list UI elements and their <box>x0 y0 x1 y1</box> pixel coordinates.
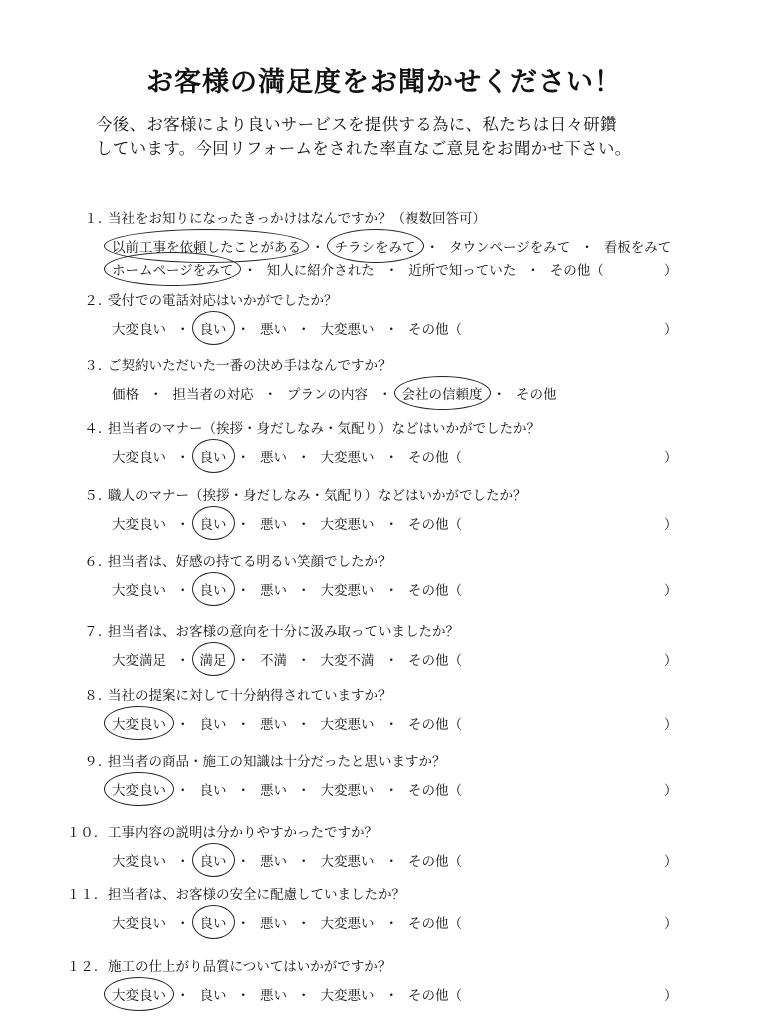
answer-option[interactable]: 悪い <box>260 517 287 533</box>
answer-option[interactable]: 悪い <box>260 583 287 599</box>
answer-option[interactable]: 大変不満 <box>320 653 375 669</box>
answer-options <box>108 848 466 872</box>
other-close-paren: ） <box>664 450 678 466</box>
separator-dot: ・ <box>236 988 250 1004</box>
other-close-paren: ） <box>664 988 678 1004</box>
answer-option-circled[interactable]: 以前工事を依頼したことがある <box>108 234 305 258</box>
other-close-paren: ） <box>664 583 678 599</box>
answer-option[interactable]: 悪い <box>260 450 287 466</box>
separator-dot: ・ <box>580 240 594 256</box>
separator-dot: ・ <box>176 583 190 599</box>
other-close-paren: ） <box>664 517 678 533</box>
other-close-paren: ） <box>664 783 678 799</box>
answer-option[interactable]: 大変悪い <box>320 517 375 533</box>
answer-option[interactable]: その他（ <box>408 583 462 599</box>
answer-option[interactable]: 大変良い <box>112 517 166 533</box>
separator-dot: ・ <box>176 916 190 932</box>
answer-option[interactable]: 良い <box>199 988 227 1004</box>
question-text: 受付での電話対応はいかがでしたか？ <box>108 293 338 309</box>
answer-options <box>108 444 466 468</box>
answer-option[interactable]: 悪い <box>260 783 287 799</box>
separator-dot: ・ <box>149 387 163 403</box>
separator-dot: ・ <box>297 322 311 338</box>
question-number: ９. <box>84 754 102 770</box>
answer-options <box>108 577 466 601</box>
other-close-paren: ） <box>664 653 678 669</box>
answer-option[interactable]: 大変悪い <box>320 583 375 599</box>
separator-dot: ・ <box>263 387 277 403</box>
separator-dot: ・ <box>176 717 190 733</box>
answer-option[interactable]: その他（ <box>408 988 462 1004</box>
answer-option[interactable]: その他（ <box>408 517 462 533</box>
separator-dot: ・ <box>236 450 250 466</box>
question-number: ８. <box>84 688 102 704</box>
answer-option-circled[interactable]: 良い <box>196 910 231 934</box>
answer-option[interactable]: 良い <box>199 783 227 799</box>
answer-option[interactable]: その他（ <box>408 783 462 799</box>
separator-dot: ・ <box>492 387 506 403</box>
answer-option[interactable]: 価格 <box>112 387 139 403</box>
separator-dot: ・ <box>176 854 190 870</box>
answer-option[interactable]: 大変悪い <box>320 717 375 733</box>
answer-option[interactable]: 悪い <box>260 717 287 733</box>
answer-option-circled[interactable]: 良い <box>196 577 231 601</box>
separator-dot: ・ <box>297 916 311 932</box>
other-close-paren: ） <box>664 717 678 733</box>
separator-dot: ・ <box>384 916 398 932</box>
separator-dot: ・ <box>236 583 250 599</box>
separator-dot: ・ <box>384 583 398 599</box>
intro-line: しています。今回リフォームをされた率直なご意見をお聞かせ下さい。 <box>96 139 632 158</box>
question-text: 職人のマナー（挨拶・身だしなみ・気配り）などはいかがでしたか？ <box>108 488 527 504</box>
question-text: 工事内容の説明は分かりやすかったですか？ <box>108 825 378 841</box>
separator-dot: ・ <box>176 450 190 466</box>
question-number: ４. <box>84 421 102 437</box>
separator-dot: ・ <box>297 854 311 870</box>
separator-dot: ・ <box>297 653 311 669</box>
question-text: 担当者は、お客様の意向を十分に汲み取っていましたか？ <box>108 624 459 640</box>
separator-dot: ・ <box>236 854 250 870</box>
answer-option-circled[interactable]: 満足 <box>196 647 231 671</box>
answer-option-circled[interactable]: 良い <box>196 316 231 340</box>
separator-dot: ・ <box>297 517 311 533</box>
answer-options <box>108 647 466 671</box>
question-number: ５. <box>84 488 102 504</box>
answer-option[interactable]: 大変満足 <box>112 653 166 669</box>
separator-dot: ・ <box>176 653 190 669</box>
answer-option-circled[interactable]: 大変良い <box>108 777 170 801</box>
question-text: 担当者の商品・施工の知識は十分だったと思いますか？ <box>108 754 446 770</box>
answer-options <box>108 777 466 801</box>
separator-dot: ・ <box>243 263 257 279</box>
separator-dot: ・ <box>384 450 398 466</box>
answer-option-circled[interactable]: 良い <box>196 511 231 535</box>
answer-option[interactable]: 大変悪い <box>320 988 375 1004</box>
intro-line: 今後、お客様により良いサービスを提供する為に、私たちは日々研鑽 <box>96 115 617 134</box>
answer-option[interactable]: 悪い <box>260 916 287 932</box>
answer-option[interactable]: 大変良い <box>112 322 166 338</box>
separator-dot: ・ <box>311 240 325 256</box>
answer-option-circled[interactable]: 良い <box>196 444 231 468</box>
separator-dot: ・ <box>425 240 439 256</box>
question-text: 当社の提案に対して十分納得されていますか？ <box>108 688 392 704</box>
answer-option-circled[interactable]: 良い <box>196 848 231 872</box>
answer-option[interactable]: 悪い <box>260 988 287 1004</box>
separator-dot: ・ <box>236 717 250 733</box>
question-number: ２. <box>84 293 102 309</box>
answer-options <box>108 511 466 535</box>
question-text: ご契約いただいた一番の決め手はなんですか？ <box>108 358 392 374</box>
answer-option[interactable]: 担当者の対応 <box>172 387 254 403</box>
answer-option[interactable]: 大変悪い <box>320 783 375 799</box>
answer-option[interactable]: 悪い <box>260 322 287 338</box>
question-number: １. <box>84 211 102 227</box>
answer-option[interactable]: 良い <box>199 717 227 733</box>
answer-options <box>108 910 466 934</box>
separator-dot: ・ <box>297 450 311 466</box>
answer-option[interactable]: 知人に紹介された <box>266 263 375 279</box>
separator-dot: ・ <box>176 322 190 338</box>
answer-option[interactable]: その他（ <box>408 717 462 733</box>
separator-dot: ・ <box>297 783 311 799</box>
separator-dot: ・ <box>378 387 392 403</box>
answer-options <box>108 711 466 735</box>
separator-dot: ・ <box>236 783 250 799</box>
answer-option[interactable]: その他（ <box>408 450 462 466</box>
answer-options <box>108 381 561 405</box>
question-text: 担当者のマナー（挨拶・身だしなみ・気配り）などはいかがでしたか？ <box>108 421 540 437</box>
answer-options <box>108 982 466 1006</box>
intro-text <box>96 113 716 161</box>
answer-option[interactable]: その他（ <box>408 916 462 932</box>
answer-option[interactable]: 悪い <box>260 854 287 870</box>
other-close-paren: ） <box>664 854 678 870</box>
separator-dot: ・ <box>297 717 311 733</box>
separator-dot: ・ <box>384 988 398 1004</box>
answer-options <box>108 257 608 281</box>
answer-option[interactable]: 大変良い <box>112 583 166 599</box>
answer-options <box>108 316 466 340</box>
answer-option-circled[interactable]: ホームページをみて <box>108 257 237 281</box>
question-number: １０. <box>66 825 98 841</box>
question-text: 担当者は、好感の持てる明るい笑顔でしたか？ <box>108 554 392 570</box>
answer-option[interactable]: 大変悪い <box>320 916 375 932</box>
separator-dot: ・ <box>384 783 398 799</box>
answer-option[interactable]: 大変良い <box>112 916 166 932</box>
answer-option[interactable]: 大変悪い <box>320 322 375 338</box>
answer-option[interactable]: 不満 <box>260 653 287 669</box>
separator-dot: ・ <box>236 653 250 669</box>
survey-title: お客様の満足度をお聞かせください！ <box>146 67 622 98</box>
answer-option[interactable]: その他（ <box>549 263 604 279</box>
answer-option-circled[interactable]: チラシをみて <box>331 234 420 258</box>
other-close-paren: ） <box>664 322 678 338</box>
answer-option[interactable]: その他（ <box>408 322 462 338</box>
separator-dot: ・ <box>384 854 398 870</box>
question-number: １１. <box>66 887 98 903</box>
answer-option[interactable]: 看板をみて <box>603 240 672 256</box>
separator-dot: ・ <box>384 653 398 669</box>
separator-dot: ・ <box>176 783 190 799</box>
question-text: 当社をお知りになったきっかけはなんですか？（複数回答可） <box>108 211 486 227</box>
separator-dot: ・ <box>384 322 398 338</box>
answer-option[interactable]: 大変良い <box>112 854 166 870</box>
separator-dot: ・ <box>176 988 190 1004</box>
question-number: １２. <box>66 959 98 975</box>
separator-dot: ・ <box>526 263 540 279</box>
separator-dot: ・ <box>297 583 311 599</box>
separator-dot: ・ <box>297 988 311 1004</box>
separator-dot: ・ <box>384 263 399 279</box>
answer-option[interactable]: 大変悪い <box>320 854 375 870</box>
separator-dot: ・ <box>236 517 250 533</box>
question-number: ７. <box>84 624 102 640</box>
separator-dot: ・ <box>384 517 398 533</box>
question-number: ６. <box>84 554 102 570</box>
separator-dot: ・ <box>176 517 190 533</box>
answer-option[interactable]: プランの内容 <box>287 387 368 403</box>
separator-dot: ・ <box>236 322 250 338</box>
question-text: 担当者は、お客様の安全に配慮していましたか？ <box>108 887 405 903</box>
answer-option-circled[interactable]: 大変良い <box>108 982 170 1006</box>
answer-option[interactable]: その他（ <box>408 653 462 669</box>
separator-dot: ・ <box>384 717 398 733</box>
separator-dot: ・ <box>236 916 250 932</box>
answer-option[interactable]: 近所で知っていた <box>408 263 517 279</box>
answer-option[interactable]: タウンページをみて <box>449 240 571 256</box>
question-number: ３. <box>84 358 102 374</box>
other-close-paren: ） <box>664 916 678 932</box>
answer-option[interactable]: 大変良い <box>112 450 166 466</box>
answer-option[interactable]: 大変悪い <box>320 450 375 466</box>
answer-option-circled[interactable]: 大変良い <box>108 711 170 735</box>
other-close-paren: ） <box>664 263 678 279</box>
answer-option[interactable]: その他 <box>516 387 557 403</box>
question-text: 施工の仕上がり品質についてはいかがですか？ <box>108 959 392 975</box>
answer-option[interactable]: その他（ <box>408 854 462 870</box>
answer-option-circled[interactable]: 会社の信頼度 <box>398 381 487 405</box>
